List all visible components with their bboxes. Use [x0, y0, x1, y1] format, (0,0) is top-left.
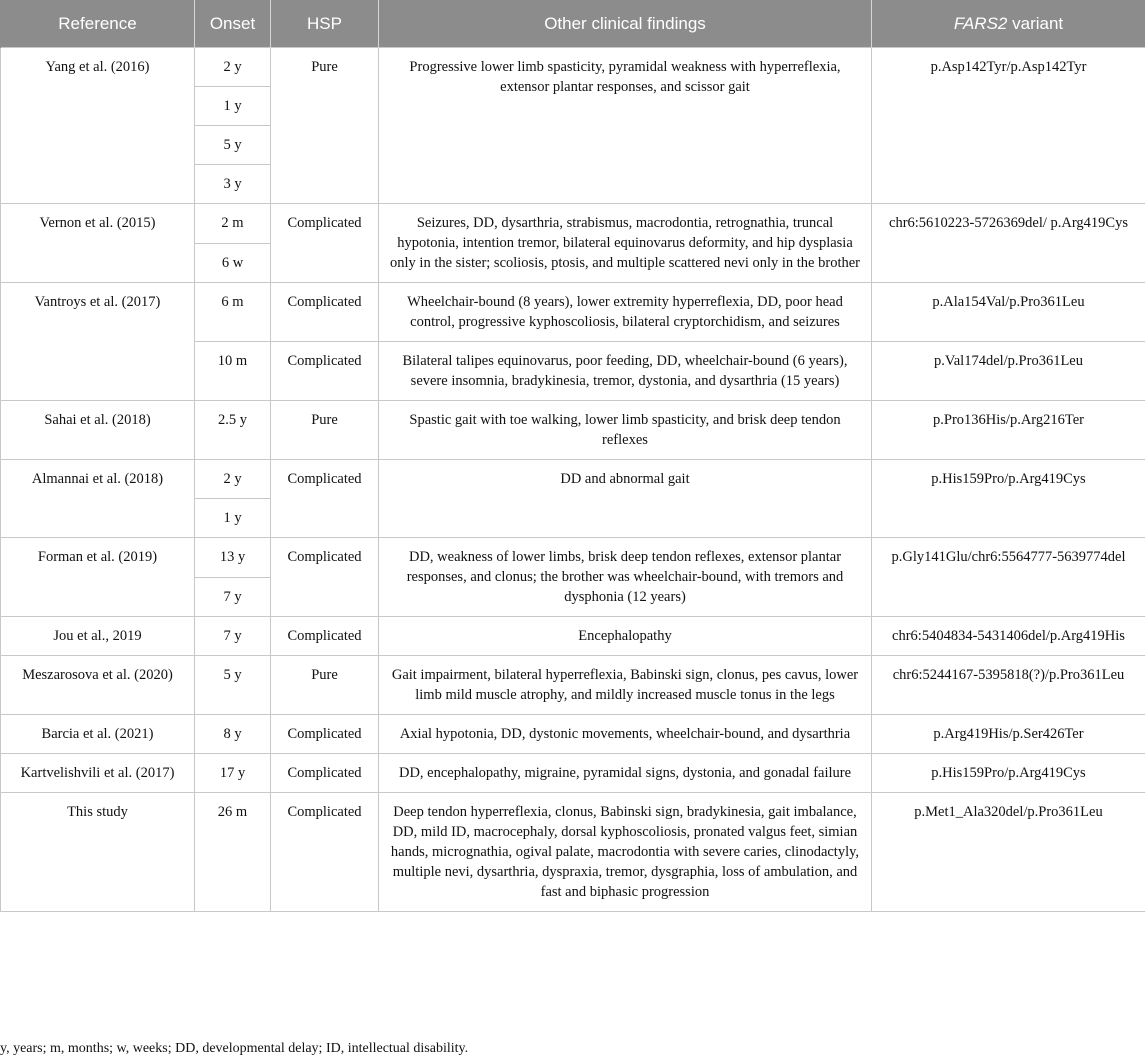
reference-cell: Sahai et al. (2018)	[1, 401, 195, 460]
hsp-cell: Complicated	[271, 617, 379, 656]
reference-cell: Kartvelishvili et al. (2017)	[1, 754, 195, 793]
table-row	[1, 401, 1145, 460]
onset-cell: 6 m	[195, 283, 271, 342]
findings-cell: Gait impairment, bilateral hyperreflexia, Babinski sign, clonus, pes cavus, lower limb mild muscle atrophy, and mildly increased muscle tonus in the legs	[379, 656, 872, 715]
onset-cell: 5 y	[195, 126, 271, 165]
variant-cell: p.Gly141Glu/chr6:5564777-5639774del	[872, 538, 1145, 617]
reference-cell: Almannai et al. (2018)	[1, 460, 195, 538]
variant-cell: chr6:5610223-5726369del/ p.Arg419Cys	[872, 204, 1145, 283]
findings-cell: Axial hypotonia, DD, dystonic movements, wheelchair-bound, and dysarthria	[379, 715, 872, 754]
variant-cell: chr6:5244167-5395818(?)/p.Pro361Leu	[872, 656, 1145, 715]
hsp-cell: Complicated	[271, 460, 379, 538]
reference-cell: Vantroys et al. (2017)	[1, 283, 195, 401]
header-row	[1, 0, 1145, 48]
hsp-cell: Complicated	[271, 204, 379, 283]
onset-cell: 26 m	[195, 793, 271, 912]
hsp-cell: Complicated	[271, 342, 379, 401]
hsp-cell: Complicated	[271, 283, 379, 342]
onset-cell: 7 y	[195, 617, 271, 656]
table-row	[1, 283, 1145, 342]
onset-cell: 2 y	[195, 48, 271, 87]
header-variant-suffix: variant	[1007, 13, 1064, 33]
reference-cell: Meszarosova et al. (2020)	[1, 656, 195, 715]
table-body	[1, 48, 1145, 912]
header-reference: Reference	[1, 0, 195, 48]
findings-cell: Progressive lower limb spasticity, pyramidal weakness with hyperreflexia, extensor plantar responses, and scissor gait	[379, 48, 872, 204]
table-row	[1, 48, 1145, 87]
onset-cell: 2 y	[195, 460, 271, 499]
header-variant-gene: FARS2	[953, 13, 1008, 33]
variant-cell: p.His159Pro/p.Arg419Cys	[872, 460, 1145, 538]
hsp-cell: Pure	[271, 656, 379, 715]
onset-cell: 6 w	[195, 243, 271, 283]
table-row	[1, 617, 1145, 656]
variant-cell: p.Ala154Val/p.Pro361Leu	[872, 283, 1145, 342]
header-hsp: HSP	[271, 0, 379, 48]
table-row	[1, 754, 1145, 793]
onset-cell: 3 y	[195, 165, 271, 204]
findings-cell: Wheelchair-bound (8 years), lower extremity hyperreflexia, DD, poor head control, progressive kyphoscoliosis, bilateral cryptorchidism, and seizures	[379, 283, 872, 342]
reference-cell: Forman et al. (2019)	[1, 538, 195, 617]
header-onset: Onset	[195, 0, 271, 48]
variant-cell: p.Pro136His/p.Arg216Ter	[872, 401, 1145, 460]
findings-cell: Encephalopathy	[379, 617, 872, 656]
table-row	[1, 793, 1145, 912]
variant-cell: p.Asp142Tyr/p.Asp142Tyr	[872, 48, 1145, 204]
table-row	[1, 204, 1145, 244]
hsp-cell: Pure	[271, 401, 379, 460]
hsp-cell: Pure	[271, 48, 379, 204]
variant-cell: p.Met1_Ala320del/p.Pro361Leu	[872, 793, 1145, 912]
onset-cell: 2 m	[195, 204, 271, 244]
hsp-cell: Complicated	[271, 793, 379, 912]
variant-cell: p.Arg419His/p.Ser426Ter	[872, 715, 1145, 754]
table-row	[1, 656, 1145, 715]
variant-cell: p.Val174del/p.Pro361Leu	[872, 342, 1145, 401]
hsp-cell: Complicated	[271, 754, 379, 793]
table-footnote: y, years; m, months; w, weeks; DD, developmental delay; ID, intellectual disability.	[0, 1041, 469, 1056]
hsp-cell: Complicated	[271, 538, 379, 617]
reference-cell: Jou et al., 2019	[1, 617, 195, 656]
onset-cell: 5 y	[195, 656, 271, 715]
table-row	[1, 715, 1145, 754]
findings-cell: DD and abnormal gait	[379, 460, 872, 538]
onset-cell: 8 y	[195, 715, 271, 754]
reference-cell: Vernon et al. (2015)	[1, 204, 195, 283]
findings-cell: Seizures, DD, dysarthria, strabismus, macrodontia, retrognathia, truncal hypotonia, intention tremor, bilateral equinovarus deformity, and hip dysplasia only in the sister; scoliosis, ptosis, and multiple scattered nevi only in the brother	[379, 204, 872, 283]
table-row	[1, 460, 1145, 499]
onset-cell: 10 m	[195, 342, 271, 401]
onset-cell: 1 y	[195, 499, 271, 538]
findings-cell: DD, encephalopathy, migraine, pyramidal signs, dystonia, and gonadal failure	[379, 754, 872, 793]
hsp-cell: Complicated	[271, 715, 379, 754]
table-row	[1, 538, 1145, 578]
onset-cell: 1 y	[195, 87, 271, 126]
variant-cell: p.His159Pro/p.Arg419Cys	[872, 754, 1145, 793]
variant-cell: chr6:5404834-5431406del/p.Arg419His	[872, 617, 1145, 656]
header-other-clinical-findings: Other clinical findings	[379, 0, 872, 48]
findings-cell: DD, weakness of lower limbs, brisk deep tendon reflexes, extensor plantar responses, and clonus; the brother was wheelchair-bound, with tremors and dysphonia (12 years)	[379, 538, 872, 617]
findings-cell: Deep tendon hyperreflexia, clonus, Babinski sign, bradykinesia, gait imbalance, DD, mild ID, macrocephaly, dorsal kyphoscoliosis, pronated valgus feet, simian hands, micrognathia, ogival palate, macrodontia with severe caries, clinodactyly, multiple nevi, dysarthria, dyspraxia, tremor, dysgraphia, loss of ambulation, and fast and biphasic progression	[379, 793, 872, 912]
header-variant	[872, 0, 1145, 48]
reference-cell: Yang et al. (2016)	[1, 48, 195, 204]
findings-cell: Bilateral talipes equinovarus, poor feeding, DD, wheelchair-bound (6 years), severe insomnia, bradykinesia, tremor, dystonia, and dysarthria (15 years)	[379, 342, 872, 401]
reference-cell: Barcia et al. (2021)	[1, 715, 195, 754]
onset-cell: 7 y	[195, 577, 271, 617]
findings-cell: Spastic gait with toe walking, lower limb spasticity, and brisk deep tendon reflexes	[379, 401, 872, 460]
table-header	[1, 0, 1145, 48]
onset-cell: 17 y	[195, 754, 271, 793]
onset-cell: 2.5 y	[195, 401, 271, 460]
reference-cell: This study	[1, 793, 195, 912]
onset-cell: 13 y	[195, 538, 271, 578]
